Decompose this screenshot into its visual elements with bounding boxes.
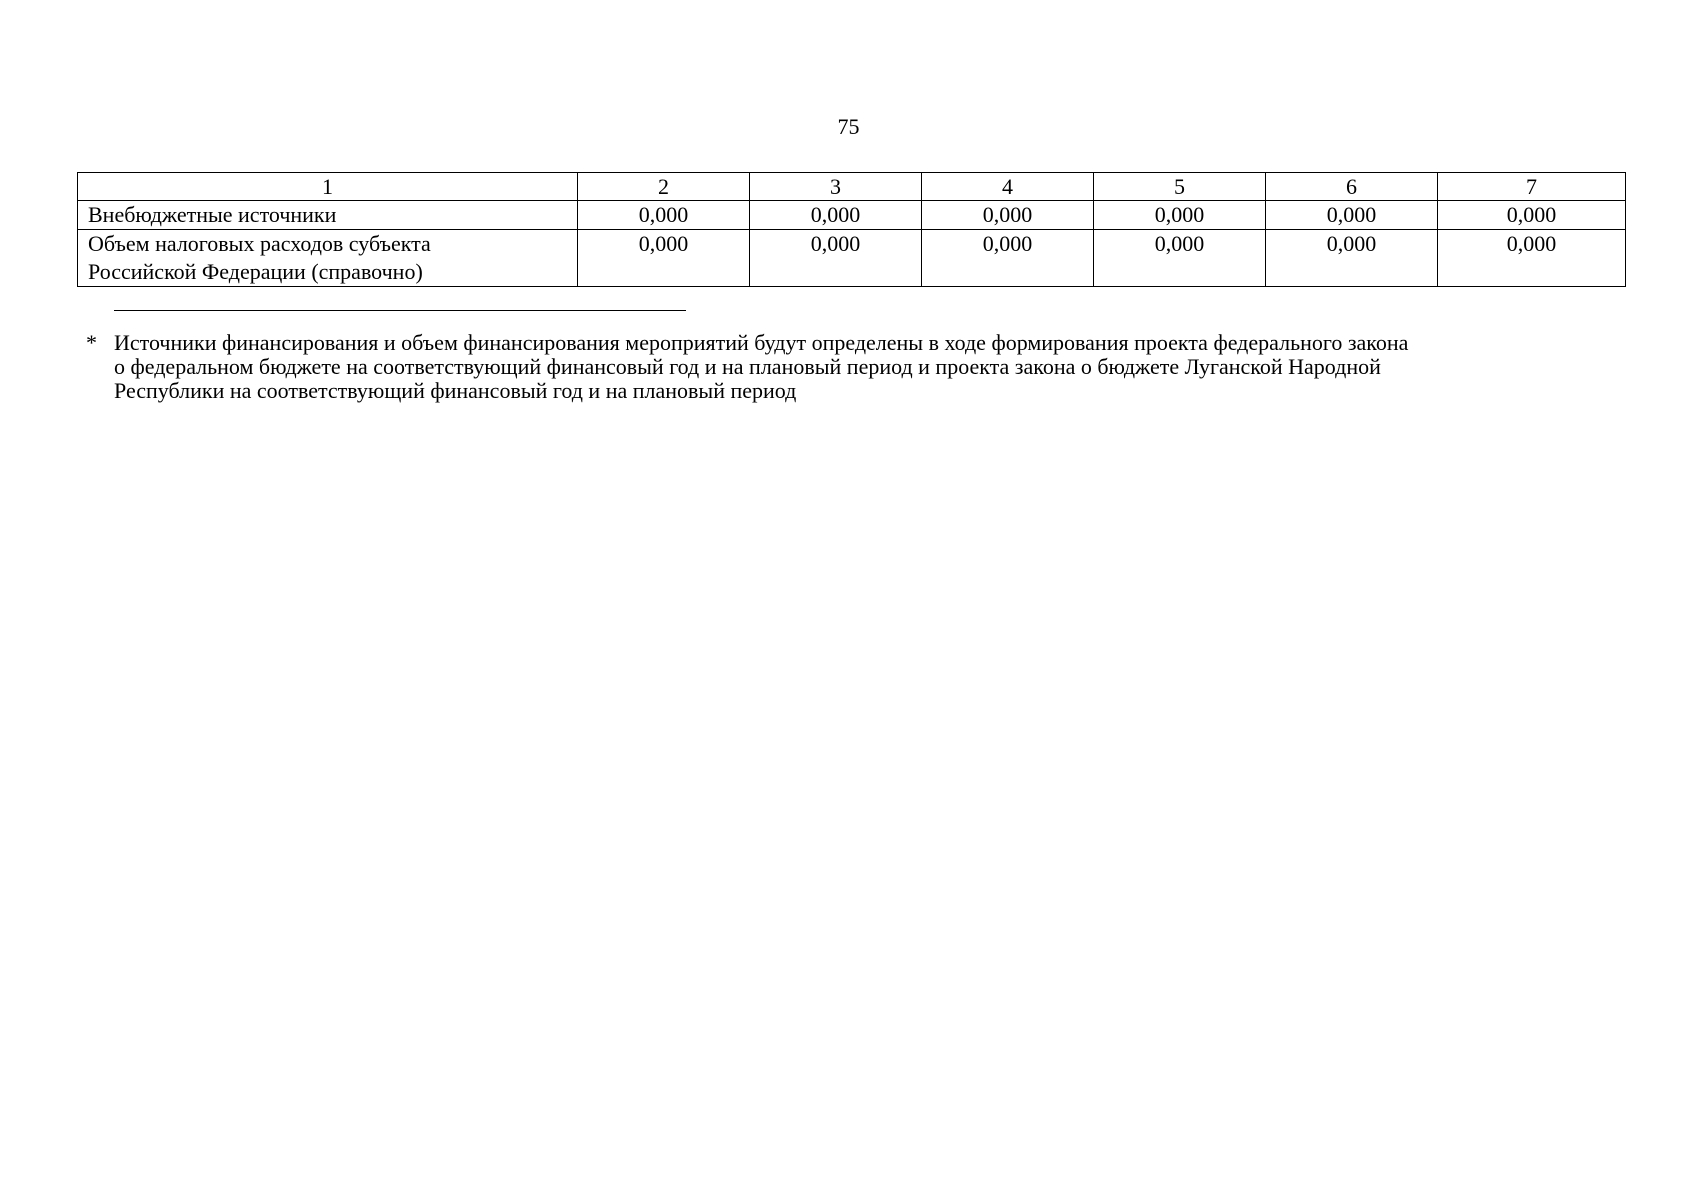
value-cell: 0,000 — [578, 230, 750, 287]
value-cell: 0,000 — [1266, 230, 1438, 287]
column-number-cell: 1 — [78, 173, 578, 201]
value-cell: 0,000 — [1266, 201, 1438, 230]
column-number-cell: 5 — [1094, 173, 1266, 201]
column-number-cell: 4 — [922, 173, 1094, 201]
value-cell: 0,000 — [750, 201, 922, 230]
column-number-cell: 6 — [1266, 173, 1438, 201]
footnote-line: о федеральном бюджете на соответствующий финансовый год и на плановый период и проекта закона о бюджете Луганской Народной — [114, 354, 1381, 379]
value-cell: 0,000 — [1094, 230, 1266, 287]
row-label-line: Российской Федерации (справочно) — [88, 259, 423, 284]
column-number-cell: 7 — [1438, 173, 1626, 201]
footnote-line: Республики на соответствующий финансовый год и на плановый период — [114, 378, 797, 403]
table-row — [78, 201, 1626, 230]
footnote — [86, 331, 1626, 403]
table-row — [78, 230, 1626, 287]
footnote-text — [114, 331, 1626, 403]
column-number-cell: 2 — [578, 173, 750, 201]
row-label-line: Объем налоговых расходов субъекта — [88, 231, 431, 256]
footnote-separator — [114, 310, 686, 311]
value-cell: 0,000 — [1438, 201, 1626, 230]
budget-table — [77, 172, 1626, 287]
row-label-line: Внебюджетные источники — [88, 202, 337, 227]
value-cell: 0,000 — [750, 230, 922, 287]
page-number: 75 — [837, 114, 860, 139]
column-number-cell: 3 — [750, 173, 922, 201]
row-label-cell — [78, 230, 578, 287]
value-cell: 0,000 — [578, 201, 750, 230]
footnote-line: Источники финансирования и объем финансирования мероприятий будут определены в ходе формирования проекта федерального закона — [114, 330, 1409, 355]
footnote-marker: * — [86, 330, 97, 355]
value-cell: 0,000 — [922, 201, 1094, 230]
value-cell: 0,000 — [1438, 230, 1626, 287]
row-label-cell — [78, 201, 578, 230]
value-cell: 0,000 — [1094, 201, 1266, 230]
value-cell: 0,000 — [922, 230, 1094, 287]
table-header-row — [78, 173, 1626, 201]
